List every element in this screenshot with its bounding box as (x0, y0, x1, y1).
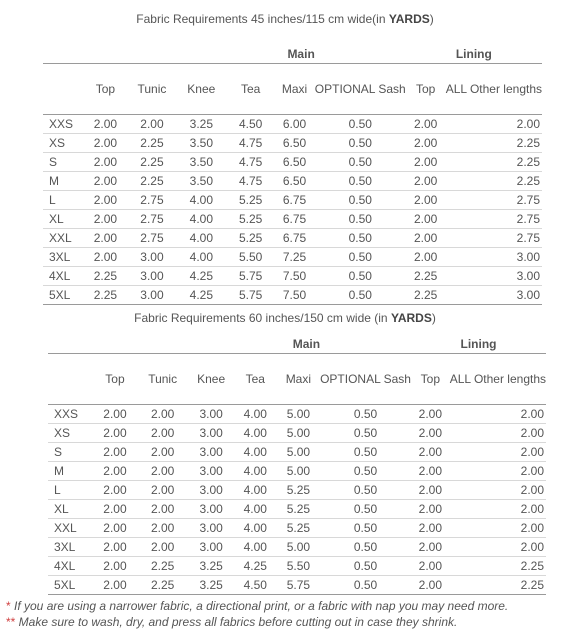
table-cell: 2.75 (128, 191, 175, 210)
table1-caption (0, 12, 570, 26)
table-cell: 2.00 (406, 229, 446, 248)
size-label: 3XL (43, 248, 83, 267)
table-cell: 5.25 (227, 191, 274, 210)
table-cell: 5.25 (277, 519, 320, 538)
table-cell: 2.00 (137, 443, 188, 462)
table-cell: 2.00 (83, 134, 129, 153)
table-cell: 5.00 (277, 443, 320, 462)
table-cell: 2.75 (128, 210, 175, 229)
column-header: ALL Other lengths (450, 354, 546, 405)
table-cell: 4.00 (234, 424, 277, 443)
table-cell: 0.50 (320, 462, 411, 481)
table2-caption-suffix: ) (431, 311, 436, 325)
size-label: XL (48, 500, 93, 519)
table-cell: 2.25 (83, 286, 129, 305)
table-cell: 4.25 (176, 267, 227, 286)
table-cell: 3.00 (188, 405, 234, 424)
column-header (43, 64, 83, 115)
size-label: XS (43, 134, 83, 153)
table-cell: 2.00 (93, 462, 137, 481)
table-cell: 2.00 (411, 481, 450, 500)
table-cell: 2.00 (137, 405, 188, 424)
table-cell: 3.00 (188, 481, 234, 500)
table-cell: 5.75 (277, 576, 320, 595)
table-cell: 6.75 (274, 210, 314, 229)
table-row (48, 538, 546, 557)
table-cell: 3.00 (446, 248, 542, 267)
table-cell: 0.50 (315, 172, 406, 191)
footnote-2 (6, 614, 508, 630)
table-cell: 2.00 (450, 405, 546, 424)
table-cell: 0.50 (315, 210, 406, 229)
table-cell: 0.50 (320, 557, 411, 576)
table-cell: 2.00 (137, 424, 188, 443)
table-cell: 0.50 (320, 576, 411, 595)
table-cell: 0.50 (320, 424, 411, 443)
table-cell: 2.00 (137, 519, 188, 538)
column-header: Maxi (274, 64, 314, 115)
table-cell: 2.00 (411, 519, 450, 538)
table-cell: 4.00 (176, 229, 227, 248)
table-cell: 2.00 (93, 576, 137, 595)
table-cell: 2.25 (446, 153, 542, 172)
column-header: OPTIONAL Sash (320, 354, 411, 405)
table-row (48, 443, 546, 462)
column-header: Tea (234, 354, 277, 405)
table-cell: 2.00 (411, 462, 450, 481)
table-cell: 2.25 (128, 134, 175, 153)
table-cell: 2.00 (83, 115, 129, 134)
table-cell: 2.00 (406, 248, 446, 267)
table2-caption-prefix: Fabric Requirements 60 inches/150 cm wide (in (134, 311, 391, 325)
group-main-label: Main (48, 336, 320, 354)
table-cell: 2.00 (137, 462, 188, 481)
table-cell: 4.50 (227, 115, 274, 134)
table-cell: 4.00 (176, 191, 227, 210)
table-cell: 2.00 (411, 557, 450, 576)
table-cell: 3.00 (128, 248, 175, 267)
table-cell: 3.50 (176, 172, 227, 191)
table-cell: 3.00 (128, 286, 175, 305)
column-header: Tunic (137, 354, 188, 405)
table-cell: 3.00 (188, 443, 234, 462)
table-cell: 0.50 (320, 443, 411, 462)
table-row (43, 267, 542, 286)
table-cell: 2.00 (406, 191, 446, 210)
table-cell: 2.00 (83, 248, 129, 267)
column-header: Knee (176, 64, 227, 115)
table2-caption (0, 311, 570, 325)
table-cell: 2.75 (446, 191, 542, 210)
table-row (48, 576, 546, 595)
table-cell: 6.50 (274, 172, 314, 191)
table-cell: 4.00 (234, 405, 277, 424)
footnote-text: Make sure to wash, dry, and press all fabrics before cutting out in case they shrink. (15, 615, 458, 629)
table-cell: 2.25 (128, 153, 175, 172)
size-label: 5XL (48, 576, 93, 595)
table1-header-row (43, 64, 542, 115)
size-label: 4XL (48, 557, 93, 576)
table-cell: 0.50 (315, 115, 406, 134)
table-cell: 2.00 (411, 424, 450, 443)
table-cell: 7.50 (274, 267, 314, 286)
table-cell: 4.75 (227, 134, 274, 153)
table1-caption-unit: YARDS (388, 12, 430, 26)
footnote-text: If you are using a narrower fabric, a directional print, or a fabric with nap you may need more. (10, 599, 509, 613)
table-cell: 2.00 (406, 172, 446, 191)
table-cell: 2.00 (93, 538, 137, 557)
table-cell: 2.00 (450, 443, 546, 462)
column-header: Maxi (277, 354, 320, 405)
table-cell: 3.00 (188, 538, 234, 557)
table-row (48, 481, 546, 500)
table-cell: 5.00 (277, 462, 320, 481)
table-cell: 0.50 (320, 538, 411, 557)
footnote-1 (6, 598, 508, 614)
table-row (48, 519, 546, 538)
table-cell: 5.00 (277, 538, 320, 557)
table-cell: 4.00 (234, 481, 277, 500)
table-cell: 2.25 (137, 557, 188, 576)
table-cell: 0.50 (315, 267, 406, 286)
table-cell: 2.00 (137, 481, 188, 500)
fabric-table-45 (43, 46, 542, 305)
column-header: Top (406, 64, 446, 115)
table-cell: 2.00 (411, 500, 450, 519)
footnote-marker: * (6, 599, 11, 613)
table-cell: 5.00 (277, 405, 320, 424)
table-cell: 2.00 (93, 424, 137, 443)
table-cell: 2.00 (406, 115, 446, 134)
table-cell: 2.00 (450, 424, 546, 443)
table-cell: 2.25 (128, 172, 175, 191)
table-cell: 4.00 (234, 519, 277, 538)
table-cell: 4.00 (234, 500, 277, 519)
table-cell: 6.75 (274, 229, 314, 248)
table-cell: 0.50 (315, 248, 406, 267)
table-cell: 2.25 (406, 267, 446, 286)
table-cell: 4.00 (176, 248, 227, 267)
table-cell: 2.00 (411, 405, 450, 424)
table-cell: 0.50 (315, 286, 406, 305)
footnote-marker: ** (6, 615, 16, 629)
table-cell: 5.25 (227, 210, 274, 229)
table-cell: 4.00 (234, 538, 277, 557)
table-cell: 2.75 (446, 229, 542, 248)
table-row (43, 153, 542, 172)
table-cell: 2.75 (446, 210, 542, 229)
table2-caption-unit: YARDS (390, 311, 432, 325)
table-row (48, 557, 546, 576)
table-cell: 3.00 (188, 519, 234, 538)
table-row (43, 286, 542, 305)
table-cell: 2.25 (446, 134, 542, 153)
table-cell: 2.00 (450, 481, 546, 500)
table-cell: 0.50 (315, 153, 406, 172)
table-cell: 0.50 (320, 405, 411, 424)
table-cell: 5.25 (277, 481, 320, 500)
size-label: 4XL (43, 267, 83, 286)
table-cell: 2.00 (93, 443, 137, 462)
table-cell: 4.75 (227, 153, 274, 172)
table-cell: 6.75 (274, 191, 314, 210)
table-cell: 0.50 (315, 134, 406, 153)
column-header: ALL Other lengths (446, 64, 542, 115)
table-cell: 6.50 (274, 153, 314, 172)
column-header: Top (411, 354, 450, 405)
table-row (48, 462, 546, 481)
table-cell: 2.00 (83, 172, 129, 191)
table-row (43, 172, 542, 191)
table-cell: 5.75 (227, 286, 274, 305)
size-label: XXS (43, 115, 83, 134)
table-cell: 2.00 (411, 443, 450, 462)
table-cell: 2.00 (450, 519, 546, 538)
table-cell: 2.00 (446, 115, 542, 134)
table-cell: 2.00 (450, 538, 546, 557)
table-row (43, 229, 542, 248)
size-label: L (48, 481, 93, 500)
column-header: Tea (227, 64, 274, 115)
table-row (48, 424, 546, 443)
table-cell: 2.00 (83, 210, 129, 229)
table-cell: 3.00 (446, 286, 542, 305)
group-main-label: Main (43, 46, 315, 64)
table-cell: 3.25 (176, 115, 227, 134)
table-cell: 2.00 (93, 519, 137, 538)
table-cell: 4.00 (176, 210, 227, 229)
table-cell: 7.50 (274, 286, 314, 305)
table-cell: 3.00 (128, 267, 175, 286)
table-row (48, 500, 546, 519)
table-cell: 5.50 (227, 248, 274, 267)
table-cell: 4.00 (234, 462, 277, 481)
size-label: XXL (48, 519, 93, 538)
table-cell: 2.00 (137, 500, 188, 519)
size-label: M (48, 462, 93, 481)
table-cell: 2.25 (83, 267, 129, 286)
size-label: S (43, 153, 83, 172)
table-cell: 2.25 (406, 286, 446, 305)
column-header: OPTIONAL Sash (315, 64, 406, 115)
table-cell: 4.75 (227, 172, 274, 191)
table-cell: 5.00 (277, 424, 320, 443)
table-cell: 0.50 (320, 500, 411, 519)
table-cell: 0.50 (315, 229, 406, 248)
table-cell: 7.25 (274, 248, 314, 267)
group-lining-label: Lining (406, 46, 542, 64)
size-label: XXL (43, 229, 83, 248)
table-cell: 5.25 (227, 229, 274, 248)
table-cell: 4.50 (234, 576, 277, 595)
fabric-table-60 (48, 336, 546, 595)
table-row (43, 191, 542, 210)
table-cell: 2.00 (406, 153, 446, 172)
table-cell: 3.00 (188, 424, 234, 443)
table-cell: 2.00 (137, 538, 188, 557)
table-cell: 2.00 (450, 462, 546, 481)
table-cell: 2.75 (128, 229, 175, 248)
table-cell: 4.25 (176, 286, 227, 305)
table-cell: 2.25 (450, 576, 546, 595)
size-label: 5XL (43, 286, 83, 305)
table-cell: 0.50 (320, 481, 411, 500)
table-cell: 3.50 (176, 134, 227, 153)
size-label: M (43, 172, 83, 191)
table1-caption-prefix: Fabric Requirements 45 inches/115 cm wide(in (136, 12, 389, 26)
table-row (43, 248, 542, 267)
column-header (48, 354, 93, 405)
table-cell: 5.75 (227, 267, 274, 286)
table-cell: 2.25 (446, 172, 542, 191)
table-cell: 3.25 (188, 576, 234, 595)
table-cell: 5.25 (277, 500, 320, 519)
table-cell: 2.00 (93, 500, 137, 519)
table-cell: 4.00 (234, 443, 277, 462)
table-cell: 2.25 (137, 576, 188, 595)
table-cell: 2.00 (93, 405, 137, 424)
size-label: S (48, 443, 93, 462)
table-cell: 6.00 (274, 115, 314, 134)
column-header: Top (93, 354, 137, 405)
size-label: XS (48, 424, 93, 443)
table-cell: 3.00 (188, 462, 234, 481)
table-row (48, 405, 546, 424)
table-cell: 2.00 (93, 481, 137, 500)
table2-header-row (48, 354, 546, 405)
size-label: 3XL (48, 538, 93, 557)
table1-caption-suffix: ) (429, 12, 434, 26)
column-header: Top (83, 64, 129, 115)
table-cell: 3.25 (188, 557, 234, 576)
table-cell: 3.00 (446, 267, 542, 286)
table-cell: 2.25 (450, 557, 546, 576)
table-cell: 2.00 (411, 538, 450, 557)
table-cell: 2.00 (450, 500, 546, 519)
table-cell: 2.00 (83, 229, 129, 248)
table-cell: 2.00 (93, 557, 137, 576)
table-cell: 2.00 (406, 210, 446, 229)
table-cell: 3.00 (188, 500, 234, 519)
size-label: XXS (48, 405, 93, 424)
table-cell: 6.50 (274, 134, 314, 153)
table-cell: 2.00 (411, 576, 450, 595)
table-cell: 2.00 (406, 134, 446, 153)
size-label: XL (43, 210, 83, 229)
table-cell: 5.50 (277, 557, 320, 576)
table-cell: 2.00 (128, 115, 175, 134)
table-cell: 3.50 (176, 153, 227, 172)
group-lining-label: Lining (411, 336, 546, 354)
column-header: Knee (188, 354, 234, 405)
size-label: L (43, 191, 83, 210)
table-cell: 2.00 (83, 191, 129, 210)
table-cell: 0.50 (315, 191, 406, 210)
table-cell: 4.25 (234, 557, 277, 576)
column-header: Tunic (128, 64, 175, 115)
table-cell: 2.00 (83, 153, 129, 172)
table-row (43, 115, 542, 134)
table-cell: 0.50 (320, 519, 411, 538)
footnotes (6, 598, 508, 630)
table-row (43, 210, 542, 229)
table-row (43, 134, 542, 153)
